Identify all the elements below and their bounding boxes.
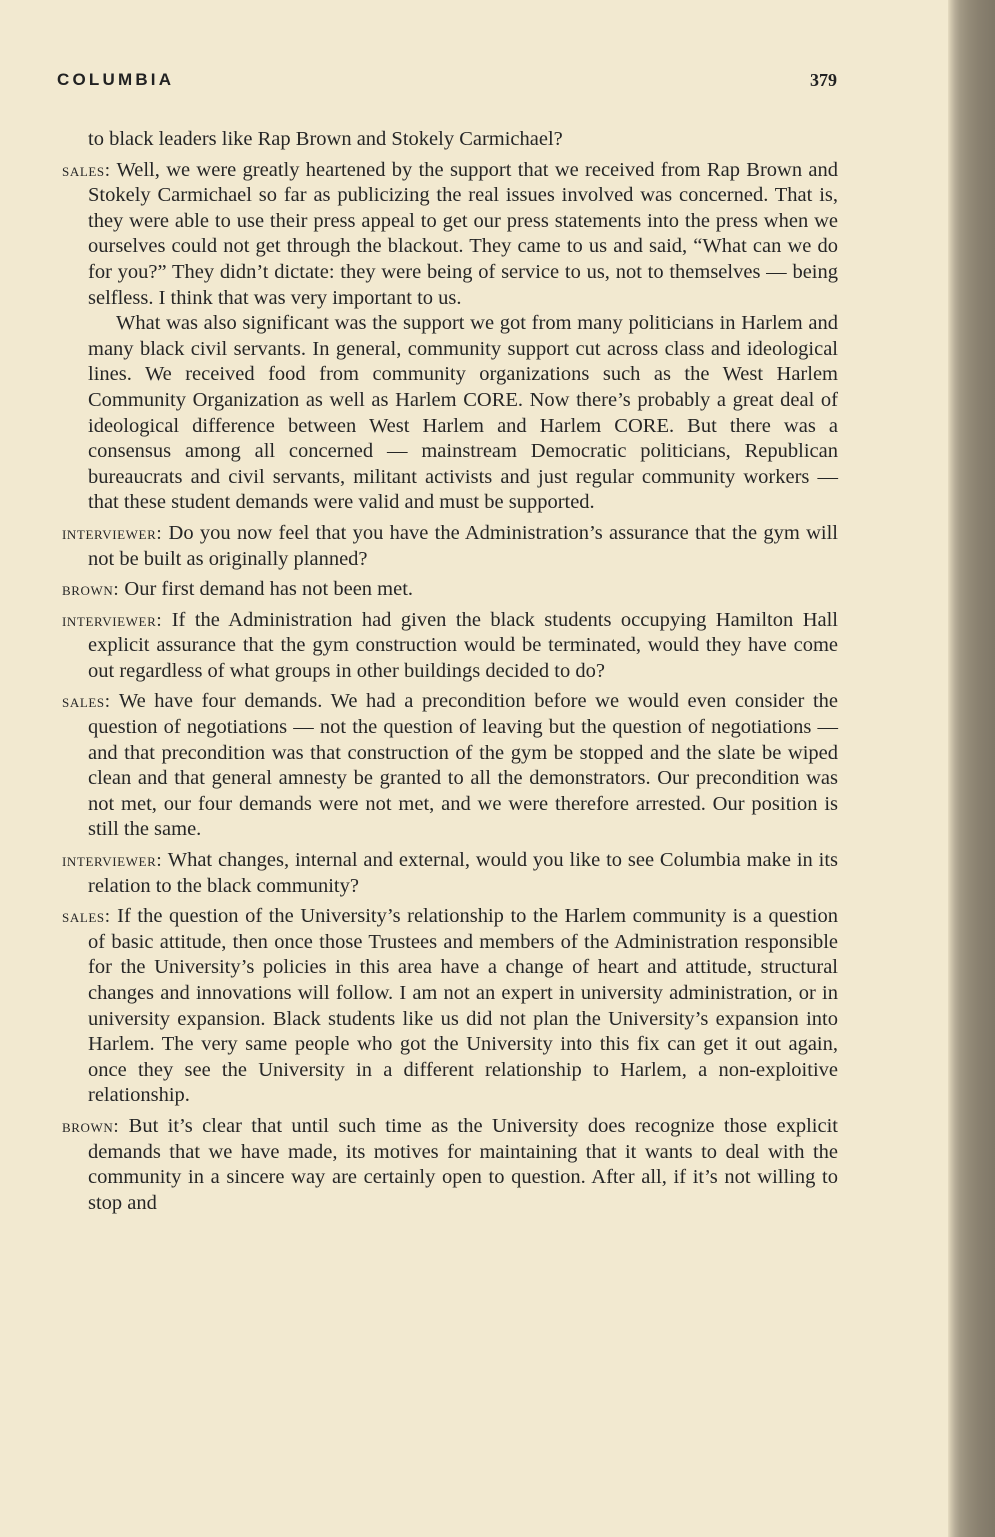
running-head: COLUMBIA — [57, 70, 175, 89]
speaker-label: sales: — [62, 159, 111, 181]
speaker-label: brown: — [62, 579, 120, 601]
speaker-label: brown: — [62, 1115, 120, 1137]
paragraph — [62, 521, 838, 572]
paragraph — [62, 127, 838, 153]
speaker-label: interviewer: — [62, 522, 163, 544]
paragraph-text: Well, we were greatly heartened by the support that we received from Rap Brown and Stokely Carmichael so far as publicizing the real issues involved was concerned. That is, they were able to use their press appeal to get our press statements into the press when we ourselves could not get through the blackout. They came to us and said, “What can we do for you?” They didn’t dictate: they were being of service to us, not to themselves — being selfless. I think that was very important to us. — [88, 158, 838, 309]
page-number: 379 — [810, 70, 837, 90]
paragraph-text: to black leaders like Rap Brown and Stokely Carmichael? — [88, 128, 563, 150]
paragraph-text: Our first demand has not been met. — [119, 578, 414, 601]
paragraph — [62, 158, 838, 312]
page-edge-shadow — [948, 0, 995, 1537]
speaker-label: sales: — [62, 906, 111, 928]
paragraph-text: If the question of the University’s relationship to the Harlem community is a question of basic attitude, then once those Trustees and members of the Administration responsible for the University’s policies in this area have a change of heart and attitude, structural changes and innovations will follow. I am not an expert in university administration, or in university expansion. Black students like us did not plan the University’s expansion into Harlem. The very same people who got the University into this fix can get it out again, once they see the University in a different relationship to Harlem, a non-exploitive relationship. — [88, 905, 838, 1107]
paragraph — [62, 608, 838, 685]
paragraph — [62, 311, 838, 516]
paragraph-text: If the Administration had given the black students occupying Hamilton Hall explicit assurance that the gym construction would be terminated, would they have come out regardless of what groups in other buildings decided to do? — [88, 608, 838, 682]
body-text — [62, 127, 838, 1221]
paragraph-text: We have four demands. We had a precondition before we would even consider the question of negotiations — not the question of leaving but the question of negotiations — and that precondition was that construction of the gym be stopped and the slate be wiped clean and that general amnesty be granted to all the demonstrators. Our precondition was not met, our four demands were not met, and we were therefore arrested. Our position is still the same. — [88, 690, 838, 841]
paragraph — [62, 848, 838, 899]
speaker-label: sales: — [62, 691, 111, 713]
paragraph-text: But it’s clear that until such time as the University does recognize those explicit demands that we have made, its motives for maintaining that it wants to deal with the community in a sincere way are certainly open to question. After all, if it’s not willing to stop and — [88, 1114, 838, 1214]
speaker-label: interviewer: — [62, 609, 163, 631]
paragraph — [62, 904, 838, 1109]
paragraph — [62, 1114, 838, 1216]
paragraph — [62, 689, 838, 843]
paragraph — [62, 577, 838, 603]
page-header — [57, 70, 837, 100]
paragraph-text: What changes, internal and external, would you like to see Columbia make in its relation to the black community? — [88, 849, 838, 897]
speaker-label: interviewer: — [62, 850, 163, 872]
paragraph-text: What was also significant was the support we got from many politicians in Harlem and many black civil servants. In general, community support cut across class and ideological lines. We received food from community organizations such as the West Harlem Community Organization as well as Harlem CORE. Now there’s probably a great deal of ideological difference between West Harlem and Harlem CORE. But there was a consensus among all concerned — mainstream Democratic politicians, Republican bureaucrats and civil servants, militant activists and just regular community workers — that these student demands were valid and must be supported. — [88, 312, 838, 514]
paragraph-text: Do you now feel that you have the Administration’s assurance that the gym will not be built as originally planned? — [88, 521, 838, 570]
